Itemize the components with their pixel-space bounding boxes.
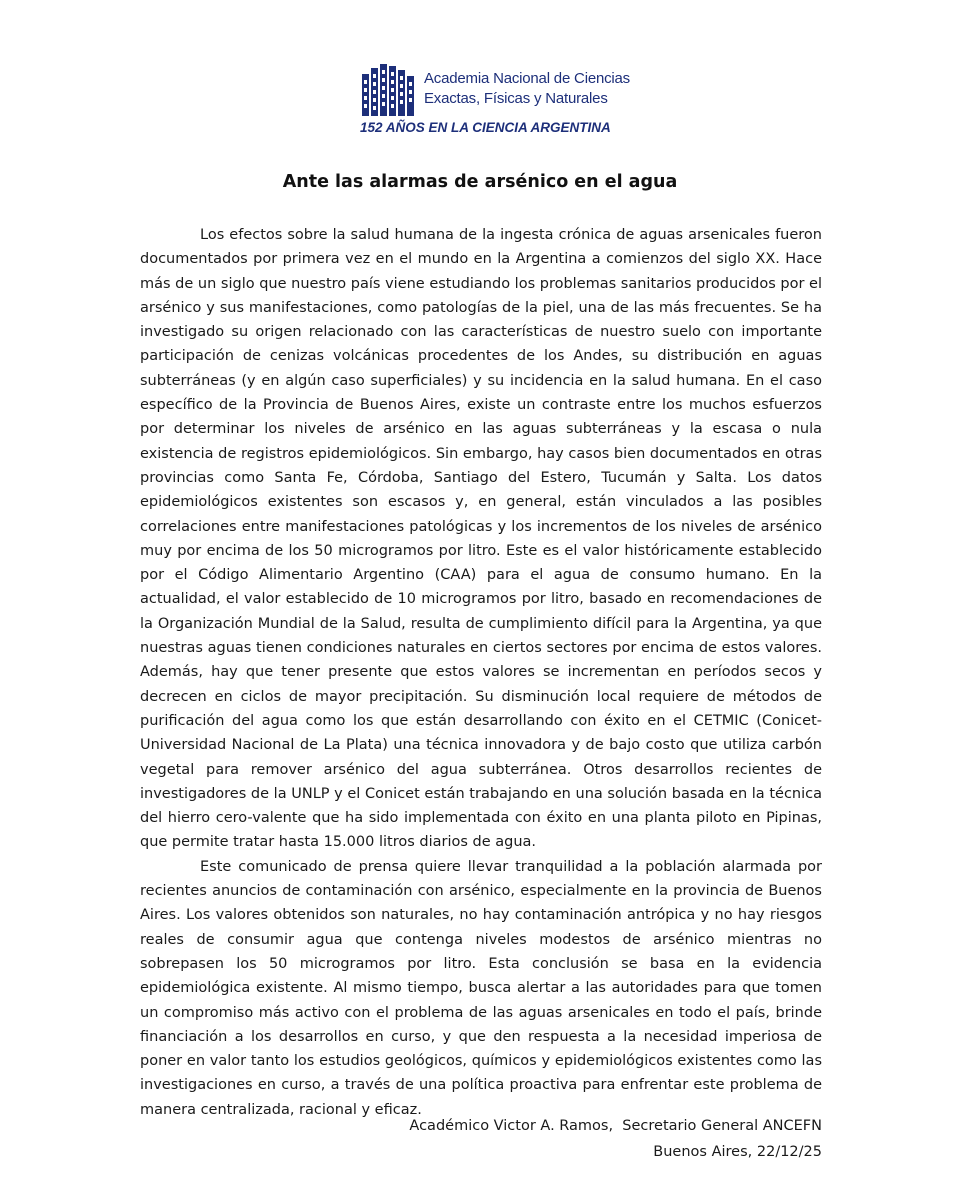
paragraph-2: Este comunicado de prensa quiere llevar tranquilidad a la población alarmada por recientes anuncios de contaminación con arsénico, especialmente en la provincia de Buenos Aires. Los valores obtenidos son naturales, no hay contaminación antrópica y no hay riesgos reales de consumir agua que contenga niveles modestos de arsénico mientras no sobrepasen los 50 microgramos por litro. Esta conclusión se basa en la evidencia epidemiológica existente. Al mismo tiempo, busca alertar a las autoridades para que tomen un compromiso más activo con el problema de las aguas arsenicales en todo el país, brinde financiación a los desarrollos en curso, y que den respuesta a la necesidad imperiosa de poner en valor tanto los estudios geológicos, químicos y epidemiológicos existentes como las investigaciones en curso, a través de una política proactiva para enfrentar este problema de manera centralizada, racional y eficaz.: [140, 858, 822, 1118]
document-title: Ante las alarmas de arsénico en el agua: [282, 172, 678, 192]
org-tagline: 152 AÑOS EN LA CIENCIA ARGENTINA: [360, 120, 611, 135]
academy-logo: [360, 64, 630, 144]
document-body: [140, 223, 822, 1122]
signature-line: Académico Victor A. Ramos, Secretario General ANCEFN: [409, 1118, 822, 1134]
place-date: Buenos Aires, 22/12/25: [653, 1144, 822, 1160]
paragraph-1: Los efectos sobre la salud humana de la ingesta crónica de aguas arsenicales fueron documentados por primera vez en el mundo en la Argentina a comienzos del siglo XX. Hace más de un siglo que nuestro país viene estudiando los problemas sanitarios producidos por el arsénico y sus manifestaciones, como patologías de la piel, una de las más frecuentes. Se ha investigado su origen relacionado con las características de nuestro suelo con importante participación de cenizas volcánicas procedentes de los Andes, su distribución en aguas subterráneas (y en algún caso superficiales) y su incidencia en la salud humana. En el caso específico de la Provincia de Buenos Aires, existe un contraste entre los muchos esfuerzos por determinar los niveles de arsénico en las aguas subterráneas y la escasa o nula existencia de registros epidemiológicos. Sin embargo, hay casos bien documentados en otras provincias como Santa Fe, Córdoba, Santiago del Estero, Tucumán y Salta. Los datos epidemiológicos existentes son escasos y, en general, están vinculados a las posibles correlaciones entre manifestaciones patológicas y los incrementos de los niveles de arsénico muy por encima de los 50 microgramos por litro. Este es el valor históricamente establecido por el Código Alimentario Argentino (CAA) para el agua de consumo humano. En la actualidad, el valor establecido de 10 microgramos por litro, basado en recomendaciones de la Organización Mundial de la Salud, resulta de cumplimiento difícil para la Argentina, ya que nuestras aguas tienen condiciones naturales en ciertos sectores por encima de estos valores. Además, hay que tener presente que estos valores se incrementan en períodos secos y decrecen en ciclos de mayor precipitación. Su disminución local requiere de métodos de purificación del agua como los que están desarrollando con éxito en el CETMIC (Conicet-Universidad Nacional de La Plata) una técnica innovadora y de bajo costo que utiliza carbón vegetal para remover arsénico del agua subterránea. Otros desarrollos recientes de investigadores de la UNLP y el Conicet están trabajando en una solución basada en la técnica del hierro cero-valente que ha sido implementada con éxito en una planta piloto en Pipinas, que permite tratar hasta 15.000 litros diarios de agua.: [140, 227, 822, 851]
signature-block: [409, 1113, 822, 1165]
org-name-line-1: Academia Nacional de Ciencias: [424, 70, 630, 87]
org-name-line-2: Exactas, Físicas y Naturales: [424, 90, 608, 107]
building-logo-icon: [360, 64, 416, 116]
